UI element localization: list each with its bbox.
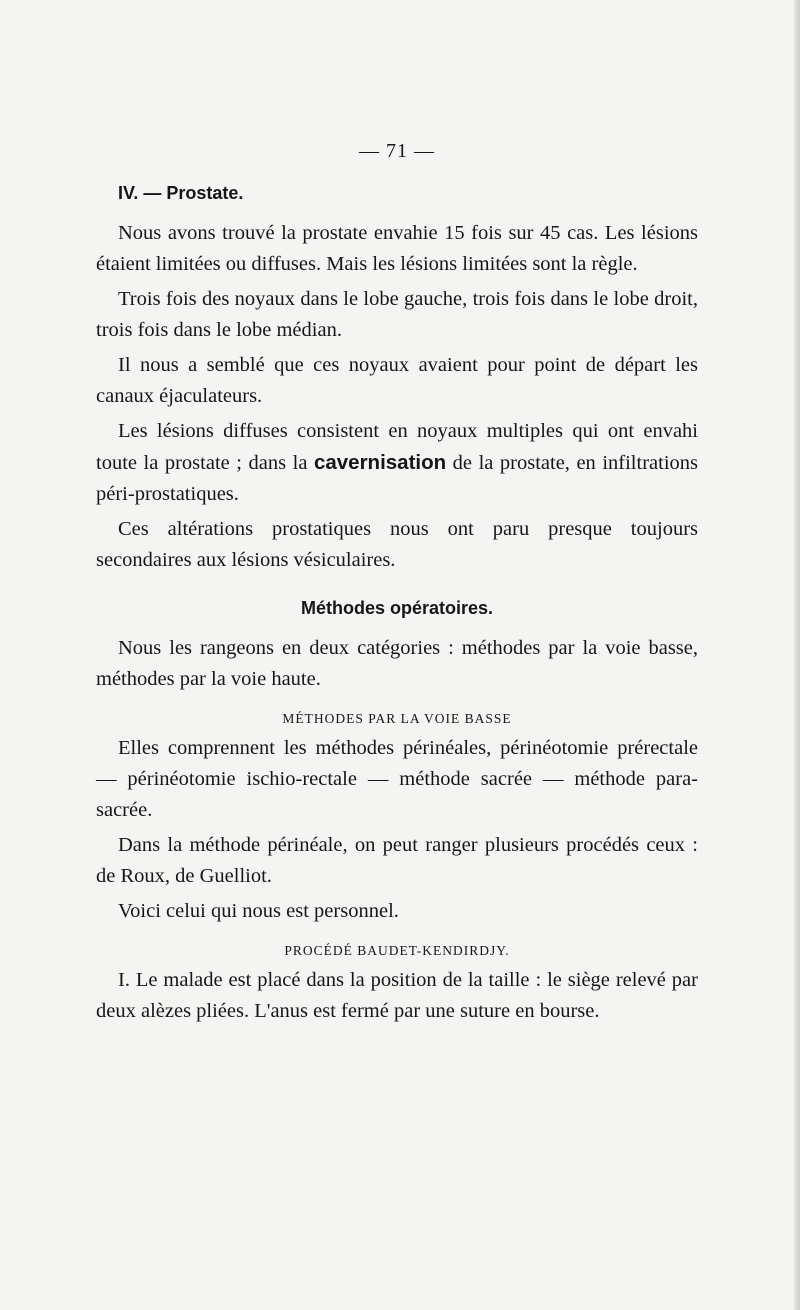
- page-text: [96, 140, 698, 1031]
- section-heading-prostate: IV. — Prostate.: [118, 183, 244, 203]
- page-number: — 71 —: [359, 140, 435, 162]
- heading-methods: Méthodes opératoires.: [300, 598, 494, 618]
- paragraph: Trois fois des noyaux dans le lobe gauche, trois fois dans le lobe droit, trois fois dans le lobe médian.: [96, 288, 698, 341]
- paragraph: Dans la méthode périnéale, on peut ranger plusieurs procédés ceux : de Roux, de Guelliot.: [96, 834, 698, 887]
- paragraph-text: de la prostate, en infiltrations péri-prostatiques.: [96, 452, 698, 505]
- paragraph-diffuse-lesions: [96, 416, 698, 510]
- bold-term: cavernisation: [313, 451, 447, 474]
- paragraph: I. Le malade est placé dans la position de la taille : le siège relevé par deux alèzes pliées. L'anus est fermé par une suture en bourse.: [96, 969, 698, 1022]
- paragraph-text: Les lésions diffuses consistent en noyaux multiples qui ont envahi toute la prostate ; dans la: [96, 420, 698, 474]
- subheading-low-route: MÉTHODES PAR LA VOIE BASSE: [282, 711, 512, 726]
- paragraph: Ces altérations prostatiques nous ont paru presque toujours secondaires aux lésions vésiculaires.: [96, 518, 698, 571]
- paragraph: Nous les rangeons en deux catégories : méthodes par la voie basse, méthodes par la voie haute.: [96, 637, 698, 690]
- paragraph: Elles comprennent les méthodes périnéales, périnéotomie prérectale — périnéotomie ischio-rectale — méthode sacrée — méthode para-sacrée.: [96, 737, 698, 821]
- paragraph: Nous avons trouvé la prostate envahie 15 fois sur 45 cas. Les lésions étaient limitées ou diffuses. Mais les lésions limitées sont la règle.: [96, 222, 698, 275]
- paragraph: Il nous a semblé que ces noyaux avaient pour point de départ les canaux éjaculateurs.: [96, 354, 698, 407]
- page-edge: [794, 0, 800, 1310]
- paragraph: Voici celui qui nous est personnel.: [118, 900, 399, 922]
- subheading-procedure: PROCÉDÉ BAUDET-KENDIRDJY.: [284, 943, 510, 958]
